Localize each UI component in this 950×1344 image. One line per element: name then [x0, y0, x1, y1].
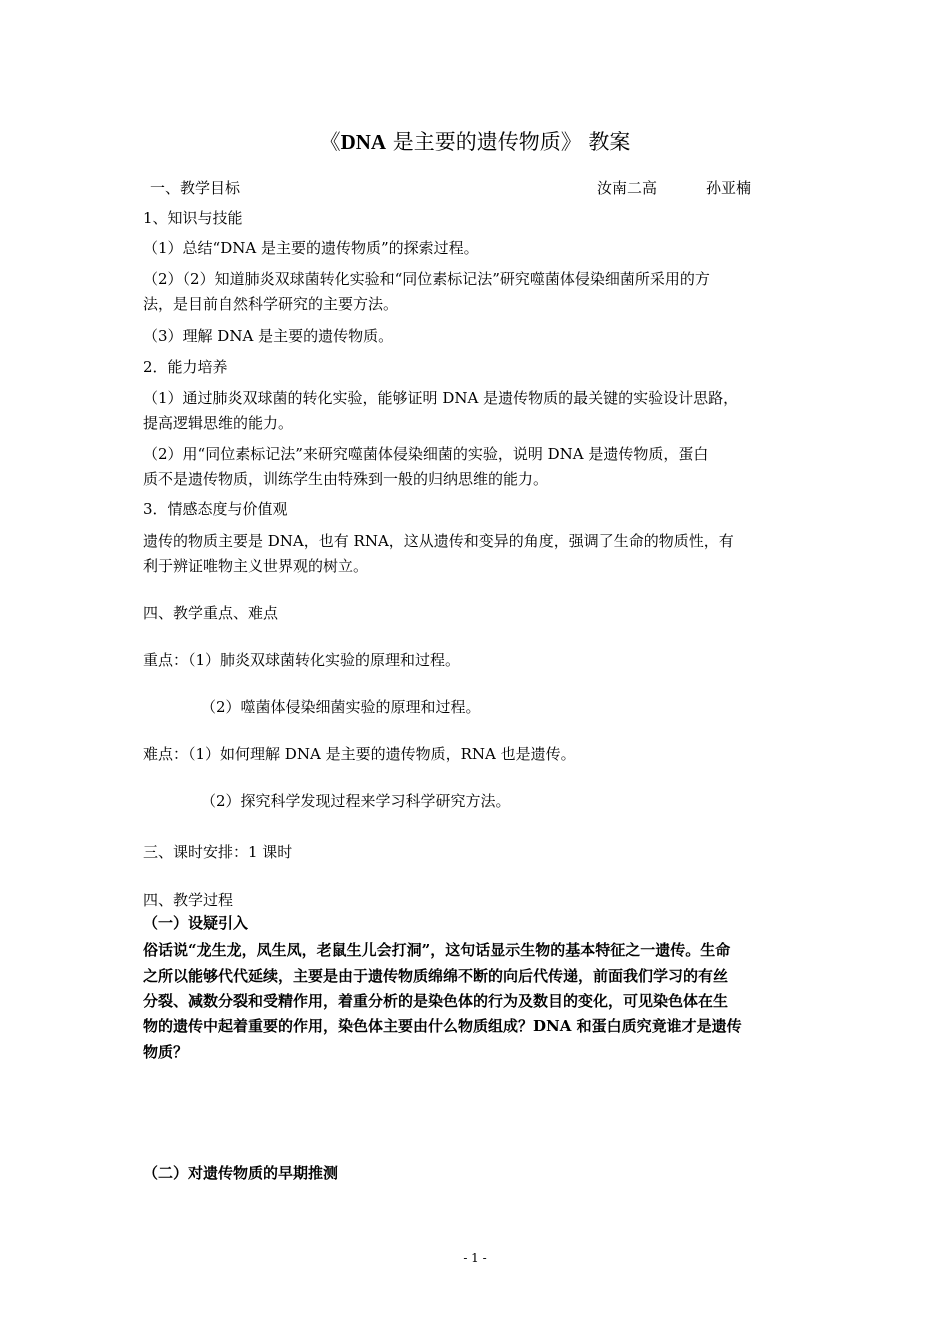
document-title	[0, 128, 950, 156]
bold-paragraph-line: 物的遗传中起着重要的作用，染色体主要由什么物质组成？DNA 和蛋白质究竟谁才是遗传	[143, 1017, 742, 1035]
text-line: （3）理解 DNA 是主要的遗传物质。	[143, 327, 394, 345]
title-bold-part: DNA	[340, 130, 387, 154]
difficulty-2: （2）探究科学发现过程来学习科学研究方法。	[201, 792, 511, 810]
text-line: 遗传的物质主要是 DNA，也有 RNA，这从遗传和变异的角度，强调了生命的物质性，有	[143, 532, 734, 550]
subheading-early-speculation: （二）对遗传物质的早期推测	[143, 1164, 339, 1182]
page-number: - 1 -	[463, 1251, 487, 1265]
section-heading-schedule: 三、课时安排：1 课时	[143, 843, 293, 861]
key-point-2: （2）噬菌体侵染细菌实验的原理和过程。	[201, 698, 481, 716]
school-name: 汝南二高	[597, 179, 658, 197]
section-heading-process: 四、教学过程	[143, 891, 234, 909]
text-line: （2）用“同位素标记法”来研究噬菌体侵染细菌的实验，说明 DNA 是遗传物质，蛋白	[143, 445, 709, 463]
bold-paragraph-line: 之所以能够代代延续，主要是由于遗传物质绵绵不断的向后代传递，前面我们学习的有丝	[143, 967, 729, 985]
section-heading-teaching-goals: 一、教学目标	[150, 179, 241, 197]
text-line: 利于辨证唯物主义世界观的树立。	[143, 557, 369, 575]
section-heading-key-points: 四、教学重点、难点	[143, 604, 279, 622]
key-point-1: 重点：（1）肺炎双球菌转化实验的原理和过程。	[143, 651, 461, 669]
title-open-quote: 《	[319, 130, 341, 154]
title-rest: 是主要的遗传物质》 教案	[386, 130, 631, 154]
text-line: 提高逻辑思维的能力。	[143, 414, 294, 432]
text-line: 法，是目前自然科学研究的主要方法。	[143, 295, 399, 313]
bold-paragraph-line: 分裂、减数分裂和受精作用，着重分析的是染色体的行为及数目的变化，可见染色体在生	[143, 992, 729, 1010]
subheading-attitude: 3．情感态度与价值观	[143, 500, 288, 518]
subheading-ability: 2．能力培养	[143, 358, 228, 376]
bold-paragraph-line: 物质？	[143, 1043, 189, 1061]
subheading-introduction: （一）设疑引入	[143, 914, 249, 932]
subheading-knowledge-skills: 1、知识与技能	[143, 209, 243, 227]
text-line: 质不是遗传物质，训练学生由特殊到一般的归纳思维的能力。	[143, 470, 549, 488]
text-line: （2）（2）知道肺炎双球菌转化实验和“同位素标记法”研究噬菌体侵染细菌所采用的方	[143, 270, 710, 288]
difficulty-1: 难点：（1）如何理解 DNA 是主要的遗传物质，RNA 也是遗传。	[143, 745, 576, 763]
text-line: （1）总结“DNA 是主要的遗传物质”的探索过程。	[143, 239, 479, 257]
text-line: （1）通过肺炎双球菌的转化实验，能够证明 DNA 是遗传物质的最关键的实验设计思路，	[143, 389, 739, 407]
author-name: 孙亚楠	[706, 179, 752, 197]
bold-paragraph-line: 俗话说“龙生龙，凤生凤，老鼠生儿会打洞”，这句话显示生物的基本特征之一遗传。生命	[143, 941, 731, 959]
